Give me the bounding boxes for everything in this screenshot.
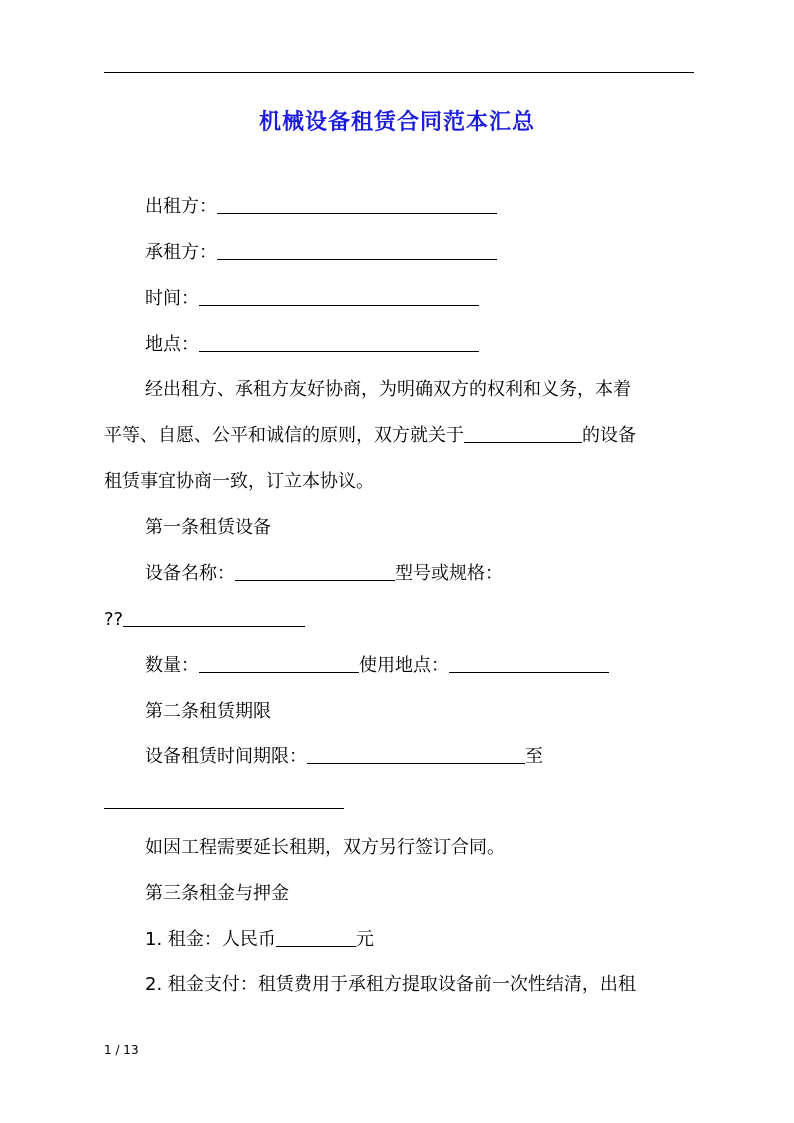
lessee-line	[145, 241, 497, 265]
model-blank[interactable]	[123, 608, 305, 627]
time-label: 时间：	[145, 288, 199, 309]
rent-unit: 元	[355, 929, 374, 950]
time-blank[interactable]	[199, 287, 479, 306]
quantity-label: 数量：	[145, 655, 199, 676]
equipment-name-label: 设备名称：	[145, 563, 235, 584]
subject-blank[interactable]	[464, 424, 582, 443]
period-end-line	[104, 790, 344, 814]
model-prefix: ??	[104, 609, 124, 630]
lessee-blank[interactable]	[217, 241, 497, 260]
article-3-heading: 第三条租金与押金	[145, 883, 289, 904]
location-blank[interactable]	[449, 654, 609, 673]
intro-line-1: 经出租方、承租方友好协商，为明确双方的权利和义务，本着	[145, 379, 631, 400]
quantity-blank[interactable]	[199, 654, 359, 673]
place-label: 地点：	[145, 334, 199, 355]
time-line	[145, 287, 479, 311]
period-label: 设备租赁时间期限：	[145, 746, 307, 767]
period-line	[145, 745, 543, 769]
equipment-line	[145, 562, 503, 586]
extension-text: 如因工程需要延长租期，双方另行签订合同。	[145, 837, 505, 858]
quantity-line	[145, 654, 609, 678]
lessor-blank[interactable]	[217, 195, 497, 214]
location-label: 使用地点：	[359, 655, 449, 676]
to-label: 至	[525, 746, 543, 767]
document-title: 机械设备租赁合同范本汇总	[258, 110, 535, 135]
article-2-heading: 第二条租赁期限	[145, 701, 271, 722]
rent-label: 1. 租金：人民币	[145, 929, 276, 950]
equipment-name-blank[interactable]	[235, 562, 395, 581]
period-start-blank[interactable]	[307, 745, 525, 764]
rent-blank[interactable]	[276, 928, 356, 947]
page-number: 1 / 13	[104, 1043, 139, 1057]
model-label: 型号或规格：	[395, 563, 503, 584]
lessor-label: 出租方：	[145, 196, 217, 217]
rent-line	[145, 928, 374, 952]
lessee-label: 承租方：	[145, 242, 217, 263]
payment-line: 2. 租金支付：租赁费用于承租方提取设备前一次性结清，出租	[145, 974, 636, 995]
model-line	[104, 608, 305, 632]
place-blank[interactable]	[199, 333, 479, 352]
header-rule	[104, 72, 694, 73]
period-end-blank[interactable]	[104, 790, 344, 809]
intro-line-2-end: 的设备	[582, 425, 636, 446]
intro-line-3: 租赁事宜协商一致，订立本协议。	[104, 471, 374, 492]
place-line	[145, 333, 479, 357]
lessor-line	[145, 195, 497, 219]
intro-line-2	[104, 424, 636, 448]
article-1-heading: 第一条租赁设备	[145, 517, 271, 538]
intro-line-2-start: 平等、自愿、公平和诚信的原则，双方就关于	[104, 425, 464, 446]
